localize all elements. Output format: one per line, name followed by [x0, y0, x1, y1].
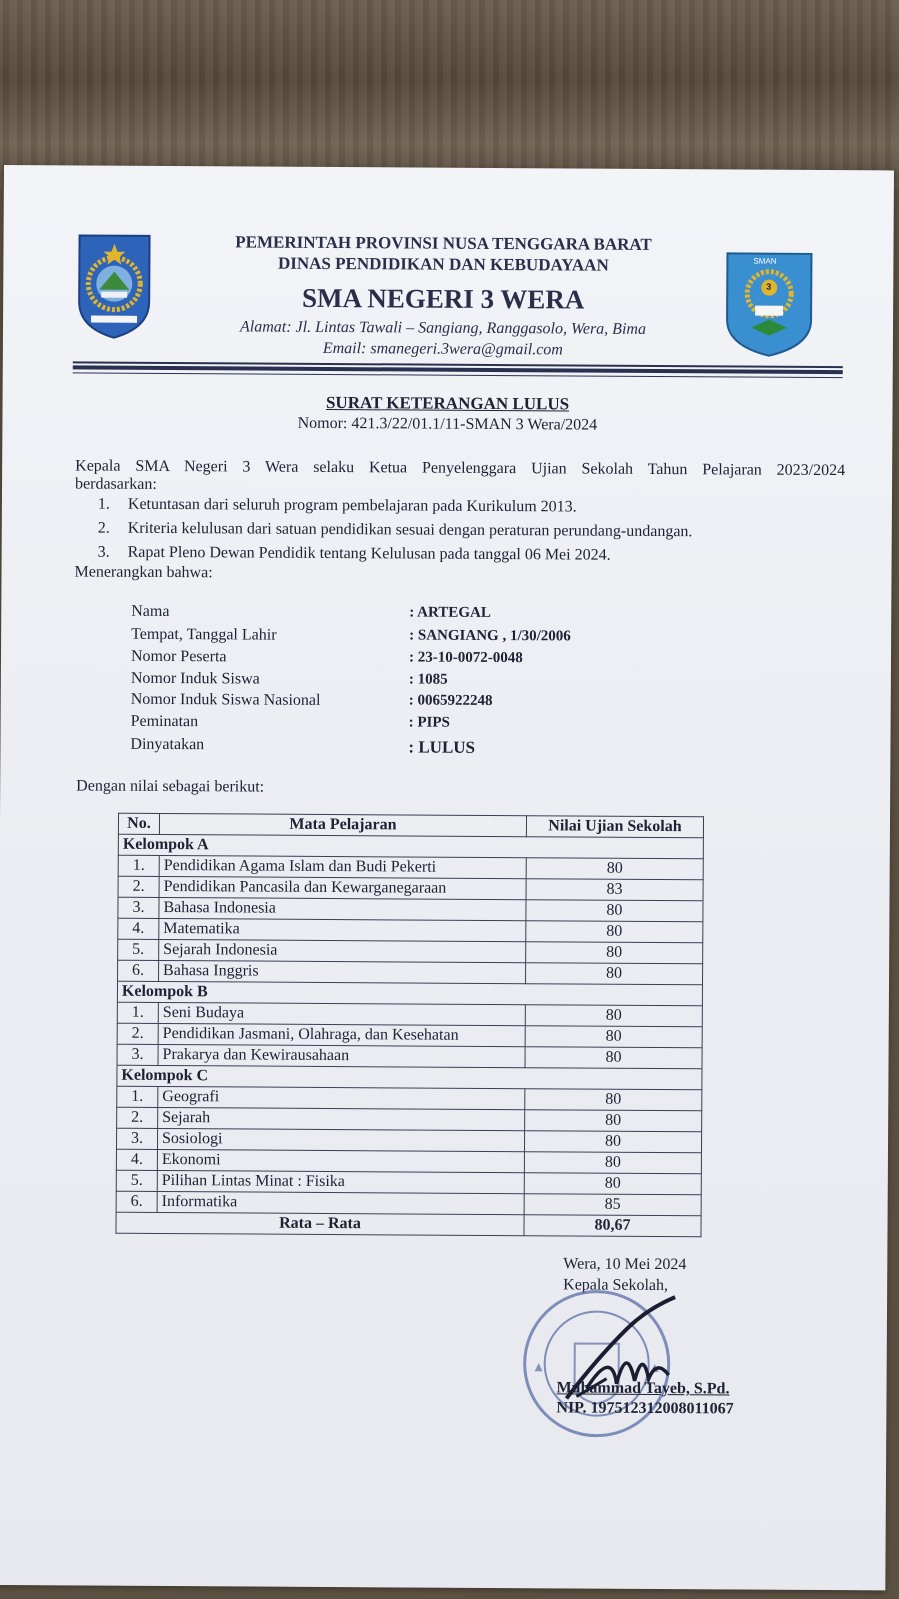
- header-subject: Mata Pelajaran: [159, 813, 526, 836]
- document-title: SURAT KETERANGAN LULUS: [325, 392, 570, 414]
- table-row: [116, 1128, 701, 1153]
- student-label-nisn: Nomor Induk Siswa Nasional: [130, 690, 321, 709]
- basis-item: [98, 544, 611, 565]
- letterhead-department: DINAS PENDIDIKAN DAN KEBUDAYAAN: [277, 253, 609, 275]
- table-row: [117, 1023, 702, 1048]
- grades-intro: Dengan nilai sebagai berikut:: [76, 777, 265, 796]
- student-label-name: Nama: [131, 602, 170, 621]
- row-number: 4.: [116, 1149, 157, 1170]
- declares-text: Menerangkan bahwa:: [74, 563, 213, 582]
- student-value-nisn: : 0065922248: [408, 692, 493, 709]
- subject-name: Bahasa Inggris: [159, 960, 526, 983]
- signatory-nip: NIP. 197512312008011067: [556, 1399, 734, 1418]
- row-number: 6.: [116, 1191, 157, 1212]
- signature-place-date: Wera, 10 Mei 2024: [563, 1255, 687, 1274]
- group-name: Kelompok B: [117, 981, 702, 1006]
- row-number: 5.: [116, 1170, 157, 1191]
- provincial-emblem-icon: [75, 231, 154, 339]
- basis-item: [98, 496, 577, 517]
- score-value: 80: [525, 1005, 702, 1027]
- intro-line-1: Kepala SMA Negeri 3 Wera selaku Ketua Penyelenggara Ujian Sekolah Tahun Pelajaran 2023/2024: [75, 457, 846, 480]
- subject-name: Pendidikan Agama Islam dan Budi Pekerti: [159, 855, 526, 878]
- basis-item: [98, 520, 693, 542]
- subject-name: Pilihan Lintas Minat : Fisika: [157, 1170, 524, 1193]
- subject-name: Pendidikan Jasmani, Olahraga, dan Kesehatan: [158, 1023, 525, 1046]
- score-value: 80: [525, 1047, 702, 1069]
- student-value-nis: : 1085: [408, 671, 448, 688]
- score-value: 80: [524, 1131, 701, 1153]
- average-label: Rata – Rata: [116, 1212, 524, 1235]
- score-value: 80: [526, 900, 703, 922]
- intro-line-2: berdasarkan:: [75, 475, 157, 493]
- basis-text: Rapat Pleno Dewan Pendidik tentang Kelulusan pada tanggal 06 Mei 2024.: [127, 543, 611, 564]
- table-row: [116, 1149, 701, 1174]
- student-value-name: : ARTEGAL: [409, 604, 491, 621]
- row-number: 1.: [117, 1086, 158, 1107]
- basis-number: 2.: [97, 519, 110, 537]
- header-score: Nilai Ujian Sekolah: [526, 816, 703, 838]
- letterhead-government: PEMERINTAH PROVINSI NUSA TENGGARA BARAT: [235, 232, 652, 254]
- table-row: [118, 939, 703, 964]
- row-number: 2.: [117, 1107, 158, 1128]
- table-row: [118, 876, 703, 901]
- group-name: Kelompok C: [117, 1065, 702, 1090]
- letterhead-school-name: SMA NEGERI 3 WERA: [301, 282, 585, 315]
- subject-name: Geografi: [158, 1086, 525, 1109]
- table-row: [117, 1107, 702, 1132]
- certificate-paper: [0, 165, 894, 1590]
- subject-name: Informatika: [157, 1191, 524, 1214]
- table-row: [118, 918, 703, 943]
- grades-table: [115, 813, 704, 1238]
- school-logo-text: SMAN: [753, 256, 777, 266]
- row-number: 4.: [118, 918, 159, 939]
- group-name: Kelompok A: [118, 834, 703, 859]
- score-value: 80: [525, 1110, 702, 1132]
- student-label-status: Dinyatakan: [130, 735, 205, 754]
- table-row: [118, 855, 703, 880]
- school-logo-number: 3: [766, 281, 772, 292]
- subject-name: Prakarya dan Kewirausahaan: [158, 1044, 525, 1067]
- score-value: 83: [526, 879, 703, 901]
- row-number: 6.: [118, 960, 159, 981]
- subject-name: Matematika: [159, 918, 526, 941]
- score-value: 85: [524, 1194, 701, 1216]
- subject-name: Bahasa Indonesia: [159, 897, 526, 920]
- table-row: [117, 1044, 702, 1069]
- average-row: [116, 1212, 701, 1237]
- row-number: 2.: [117, 1023, 158, 1044]
- student-label-nis: Nomor Induk Siswa: [130, 669, 260, 688]
- signatory-name: Muhammad Tayeb, S.Pd.: [556, 1379, 730, 1398]
- student-value-status: : LULUS: [408, 737, 476, 757]
- table-row: [117, 1086, 702, 1111]
- score-value: 80: [526, 858, 703, 880]
- student-value-exam-number: : 23-10-0072-0048: [408, 649, 523, 667]
- subject-name: Sejarah: [158, 1107, 525, 1130]
- signature-role: Kepala Sekolah,: [563, 1276, 669, 1295]
- table-row: [118, 897, 703, 922]
- basis-number: 3.: [97, 543, 110, 561]
- student-label-major: Peminatan: [130, 712, 199, 731]
- row-number: 2.: [118, 876, 159, 897]
- score-value: 80: [525, 1026, 702, 1048]
- subject-name: Seni Budaya: [158, 1002, 525, 1025]
- row-number: 1.: [118, 855, 159, 876]
- table-row: [117, 1002, 702, 1027]
- subject-name: Sosiologi: [157, 1128, 524, 1151]
- row-number: 3.: [116, 1128, 157, 1149]
- letterhead-email: Email: smanegeri.3wera@gmail.com: [322, 339, 563, 359]
- document-number: Nomor: 421.3/22/01.1/11-SMAN 3 Wera/2024: [297, 414, 598, 434]
- table-row: [116, 1170, 701, 1195]
- basis-text: Kriteria kelulusan dari satuan pendidikan sesuai dengan peraturan perundang-undangan.: [127, 519, 693, 541]
- basis-number: 1.: [97, 495, 110, 513]
- header-no: No.: [118, 813, 159, 834]
- score-value: 80: [526, 963, 703, 985]
- subject-name: Pendidikan Pancasila dan Kewarganegaraan: [159, 876, 526, 899]
- score-value: 80: [524, 1152, 701, 1174]
- row-number: 5.: [118, 939, 159, 960]
- student-label-birth: Tempat, Tanggal Lahir: [131, 625, 277, 644]
- table-row: [118, 960, 703, 985]
- subject-name: Sejarah Indonesia: [159, 939, 526, 962]
- student-value-major: : PIPS: [408, 714, 450, 731]
- row-number: 1.: [117, 1002, 158, 1023]
- student-value-birth: : SANGIANG , 1/30/2006: [409, 627, 571, 645]
- average-value: 80,67: [524, 1215, 701, 1237]
- row-number: 3.: [117, 1044, 158, 1065]
- group-row: [117, 981, 702, 1006]
- basis-text: Ketuntasan dari seluruh program pembelajaran pada Kurikulum 2013.: [127, 495, 577, 516]
- group-row: [117, 1065, 702, 1090]
- score-value: 80: [524, 1173, 701, 1195]
- row-number: 3.: [118, 897, 159, 918]
- subject-name: Ekonomi: [157, 1149, 524, 1172]
- score-value: 80: [526, 942, 703, 964]
- score-value: 80: [525, 1089, 702, 1111]
- table-row: [116, 1191, 701, 1216]
- wooden-table-background: [0, 0, 899, 190]
- student-label-exam-number: Nomor Peserta: [130, 647, 227, 666]
- score-value: 80: [526, 921, 703, 943]
- letterhead-address: Alamat: Jl. Lintas Tawali – Sangiang, Ranggasolo, Wera, Bima: [239, 318, 647, 338]
- group-row: [118, 834, 703, 859]
